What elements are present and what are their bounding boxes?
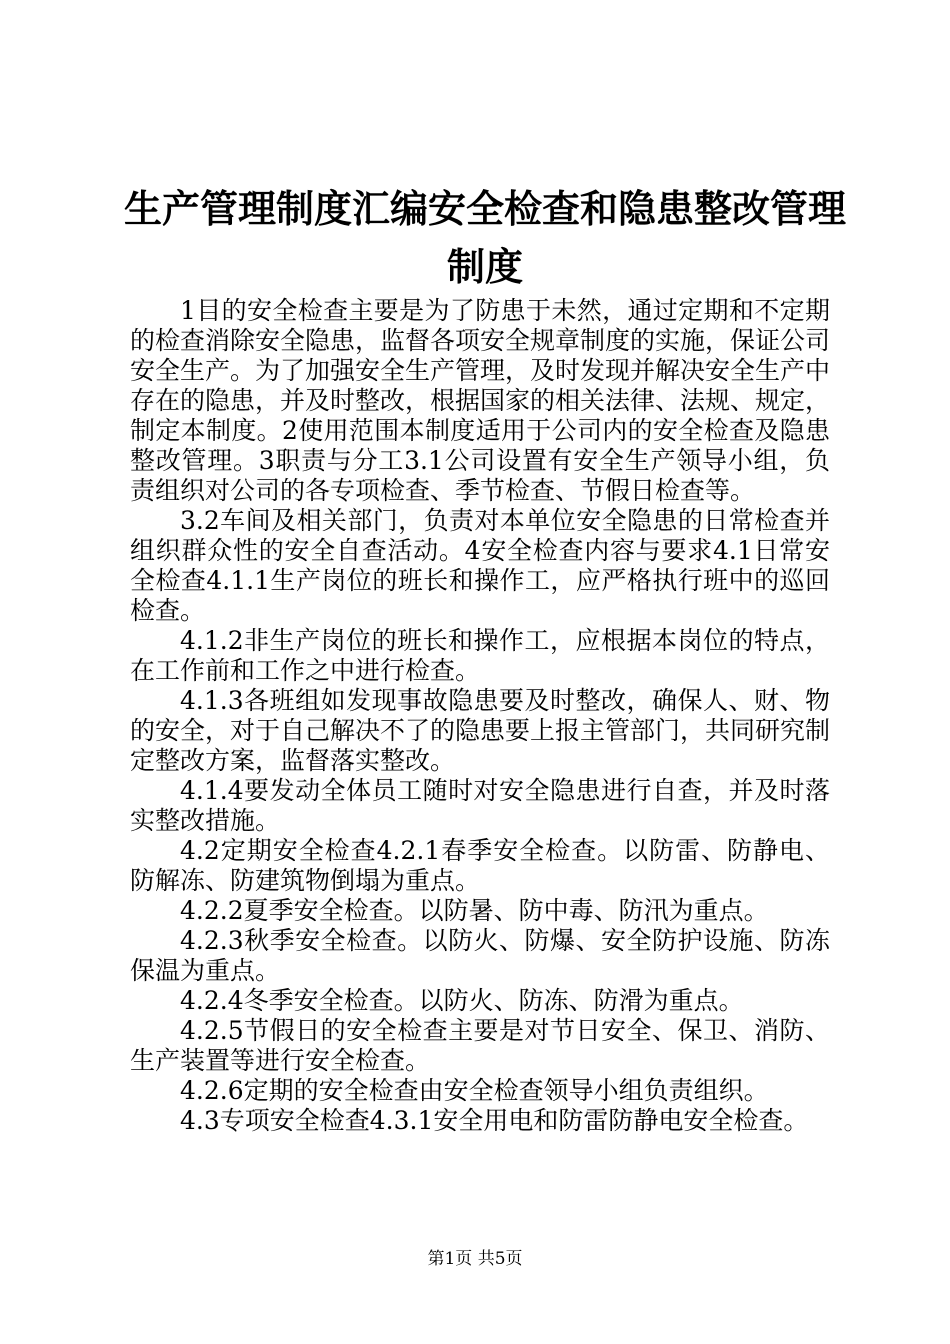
paragraph: 4.2.6定期的安全检查由安全检查领导小组负责组织。: [180, 1076, 769, 1105]
paragraph: 4.1.4要发动全体员工随时对安全隐患进行自查，并及时落实整改措施。: [130, 776, 830, 835]
document-body: [130, 296, 830, 1136]
paragraph: 4.1.3各班组如发现事故隐患要及时整改，确保人、财、物的安全，对于自己解决不了的隐患要上报主管部门，共同研究制定整改方案，监督落实整改。: [130, 686, 831, 775]
page-footer: 第1页 共5页: [427, 1249, 523, 1269]
paragraph: 4.2定期安全检查4.2.1春季安全检查。以防雷、防静电、防解冻、防建筑物倒塌为重点。: [130, 836, 830, 895]
paragraph: 4.3专项安全检查4.3.1安全用电和防雷防静电安全检查。: [180, 1106, 809, 1135]
document-title: 生产管理制度汇编安全检查和隐患整改管理制度: [123, 186, 846, 289]
paragraph: 4.2.4冬季安全检查。以防火、防冻、防滑为重点。: [180, 986, 744, 1015]
paragraph: 4.1.2非生产岗位的班长和操作工，应根据本岗位的特点，在工作前和工作之中进行检查。: [130, 626, 830, 685]
paragraph: 4.2.3秋季安全检查。以防火、防爆、安全防护设施、防冻保温为重点。: [130, 926, 830, 985]
paragraph: 4.2.5节假日的安全检查主要是对节日安全、保卫、消防、生产装置等进行安全检查。: [130, 1016, 830, 1075]
paragraph: 1目的安全检查主要是为了防患于未然，通过定期和不定期的检查消除安全隐患，监督各项安全规章制度的实施，保证公司安全生产。为了加强安全生产管理，及时发现并解决安全生产中存在的隐患，并及时整改，根据国家的相关法律、法规、规定，制定本制度。2使用范围本制度适用于公司内的安全检查及隐患整改管理。3职责与分工3.1公司设置有安全生产领导小组，负责组织对公司的各专项检查、季节检查、节假日检查等。: [130, 296, 831, 505]
paragraph: 4.2.2夏季安全检查。以防暑、防中毒、防汛为重点。: [180, 896, 769, 925]
paragraph: 3.2车间及相关部门，负责对本单位安全隐患的日常检查并组织群众性的安全自查活动。4安全检查内容与要求4.1日常安全检查4.1.1生产岗位的班长和操作工，应严格执行班中的巡回检查。: [130, 506, 830, 625]
